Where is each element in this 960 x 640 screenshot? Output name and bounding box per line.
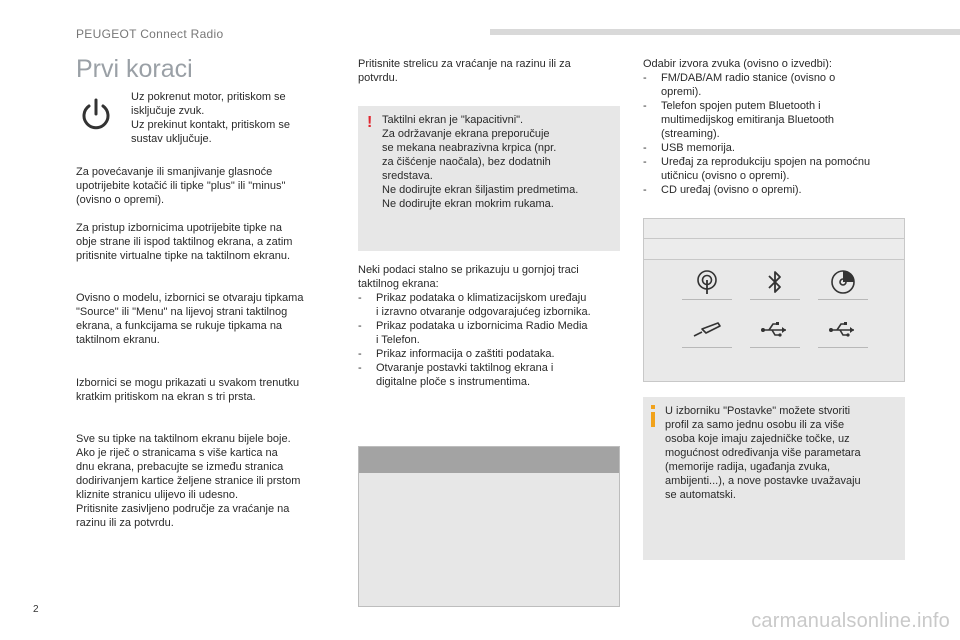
- running-header: PEUGEOT Connect Radio: [76, 27, 224, 41]
- audio-source-info: Odabir izvora zvuka (ovisno o izvedbi): - FM/DAB/AM radio stanice (ovisno o opremi). - Telefon spojen putem Bluetooth i multimedijskog emitiranja Bluetooth (streaming). - USB memorija. - Uređaj za reprodukciju spojen na pomoćnu utičnicu (ovisno o opremi). - CD uređaj (ovisno o opremi).: [643, 57, 905, 197]
- warning-text: Taktilni ekran je "kapacitivni". Za održavanje ekrana preporučuje se mekana neabrazivna krpica (npr. za čišćenje naočala), bez dodatnih sredstava. Ne dodirujte ekran šiljastim predmetima. Ne dodirujte ekran mokrim rukama.: [382, 114, 579, 210]
- list-item: - Prikaz podataka o klimatizacijskom uređaju i izravno otvaranje odgovarajućeg izbornika.: [358, 292, 591, 318]
- info-box: [643, 397, 905, 560]
- cd-icon: [830, 269, 856, 295]
- bluetooth-icon: [765, 269, 785, 295]
- screen-illustration: [358, 446, 620, 607]
- power-button-text: Uz pokrenut motor, pritiskom se isključuje zvuk. Uz prekinut kontakt, pritiskom se sustav uključuje.: [131, 91, 290, 145]
- screen-second-bar: [644, 239, 904, 260]
- list-item: - Otvaranje postavki taktilnog ekrana i digitalne ploče s instrumentima.: [358, 362, 554, 388]
- jack-icon: [692, 320, 722, 340]
- arrow-paragraph: Pritisnite strelicu za vraćanje na razinu ili za potvrdu.: [358, 58, 571, 84]
- top-bar-list: [358, 291, 622, 389]
- audio-source-screen: [643, 218, 905, 382]
- power-icon: [80, 98, 112, 132]
- bluetooth-source-icon[interactable]: [758, 267, 792, 297]
- page-title: Prvi koraci: [76, 55, 193, 83]
- warning-icon: !: [367, 114, 373, 131]
- watermark: carmanualsonline.info: [751, 610, 950, 632]
- screen-top-bar: [644, 219, 904, 239]
- radio-source-icon[interactable]: [690, 267, 724, 297]
- header-bar: [490, 29, 960, 35]
- usb-icon: [760, 320, 790, 340]
- list-item: - Uređaj za reprodukciju spojen na pomoćnu utičnicu (ovisno o opremi).: [643, 156, 871, 182]
- volume-paragraph: Za povećavanje ili smanjivanje glasnoće upotrijebite kotačić ili tipke "plus" ili "minus" (ovisno o opremi).: [76, 166, 286, 206]
- aux-source-icon[interactable]: [690, 315, 724, 345]
- list-item: - Prikaz informacija o zaštiti podataka.: [358, 348, 555, 360]
- screen-illustration-band: [359, 447, 619, 473]
- model-menus-paragraph: Ovisno o modelu, izbornici se otvaraju tipkama "Source" ili "Menu" na lijevoj strani taktilnog ekrana, a funkcijama se rukuje tipkama na taktilnom ekranu.: [76, 292, 304, 346]
- cd-source-icon[interactable]: [826, 267, 860, 297]
- list-item: - USB memorija.: [643, 142, 735, 154]
- top-bar-info: Neki podaci stalno se prikazuju u gornjoj traci taktilnog ekrana: - Prikaz podataka o klimatizacijskom uređaju i izravno otvaranje odgovarajućeg izbornika. - Prikaz podataka u izbornicima Radio Media i Telefon. - Prikaz informacija o zaštiti podataka. - Otvaranje postavki taktilnog ekrana i digitalne ploče s instrumentima.: [358, 263, 622, 389]
- white-keys-paragraph: Sve su tipke na taktilnom ekranu bijele boje. Ako je riječ o stranicama s više kartica na dnu ekrana, prebacujte se između stranica dodirivanjem kartice željene stranice ili prstom kliznite stranicu ulijevo ili udesno. Pritisnite zasivljeno područje za vraćanje na razinu ili za potvrdu.: [76, 433, 301, 529]
- page-number: 2: [33, 604, 39, 615]
- info-text: U izborniku "Postavke" možete stvoriti profil za samo jednu osobu ili za više osoba koje imaju zajedničke točke, uz mogućnost određivanja više parametara (memorije radija, ugađanja zvuka, ambijenti...), a nove postavke uvažavaju se automatski.: [665, 405, 861, 501]
- list-item: - Telefon spojen putem Bluetooth i multimedijskog emitiranja Bluetooth (streaming).: [643, 100, 835, 140]
- usb-source-icon-1[interactable]: [758, 315, 792, 345]
- usb-icon: [828, 320, 858, 340]
- three-finger-paragraph: Izbornici se mogu prikazati u svakom trenutku kratkim pritiskom na ekran s tri prsta.: [76, 377, 300, 403]
- radio-icon: [694, 269, 720, 295]
- list-item: - Prikaz podataka u izbornicima Radio Media i Telefon.: [358, 320, 588, 346]
- menu-access-paragraph: Za pristup izbornicima upotrijebite tipke na obje strane ili ispod taktilnog ekrana, a zatim pritisnite virtualne tipke na taktilnom ekranu.: [76, 222, 293, 262]
- list-item: - FM/DAB/AM radio stanice (ovisno o opremi).: [643, 72, 836, 98]
- audio-source-list: [643, 71, 905, 197]
- info-icon: [651, 405, 655, 427]
- usb-source-icon-2[interactable]: [826, 315, 860, 345]
- list-item: - CD uređaj (ovisno o opremi).: [643, 184, 802, 196]
- warning-box: [358, 106, 620, 251]
